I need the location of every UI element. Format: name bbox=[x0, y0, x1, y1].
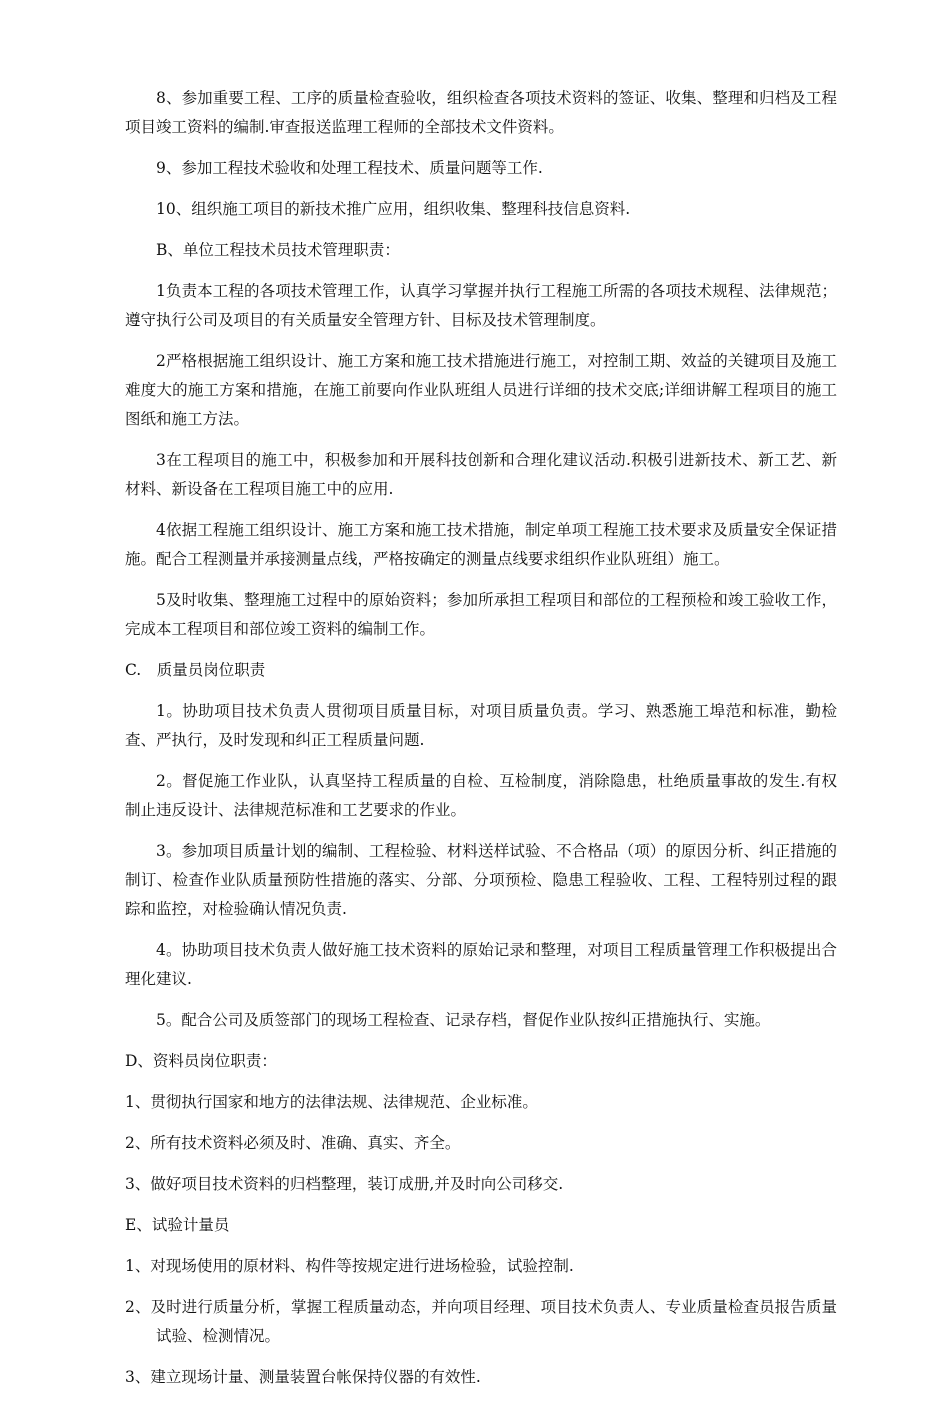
section-heading-b: B、单位工程技术员技术管理职责： bbox=[156, 241, 400, 259]
paragraph: 3、做好项目技术资料的归档整理，装订成册,并及时向公司移交. bbox=[125, 1175, 564, 1193]
paragraph: 1。协助项目技术负责人贯彻项目质量目标，对项目质量负责。学习、熟悉施工埠范和标准，勤检查、严执行，及时发现和纠正工程质量问题. bbox=[125, 702, 837, 749]
section-heading-c: C. 质量员岗位职责 bbox=[125, 661, 266, 679]
paragraph: 5及时收集、整理施工过程中的原始资料；参加所承担工程项目和部位的工程预检和竣工验收工作，完成本工程项目和部位竣工资料的编制工作。 bbox=[125, 591, 837, 638]
paragraph: 4。协助项目技术负责人做好施工技术资料的原始记录和整理，对项目工程质量管理工作积极提出合理化建议. bbox=[125, 941, 837, 988]
paragraph: 3、建立现场计量、测量装置台帐保持仪器的有效性. bbox=[125, 1368, 481, 1386]
paragraph: 1、对现场使用的原材料、构件等按规定进行进场检验，试验控制. bbox=[125, 1257, 574, 1275]
paragraph: 2。督促施工作业队，认真坚持工程质量的自检、互检制度，消除隐患，杜绝质量事故的发生.有权制止违反设计、法律规范标准和工艺要求的作业。 bbox=[125, 772, 837, 819]
paragraph: 9、参加工程技术验收和处理工程技术、质量问题等工作. bbox=[156, 159, 543, 177]
paragraph: 3在工程项目的施工中，积极参加和开展科技创新和合理化建议活动.积极引进新技术、新工艺、新材料、新设备在工程项目施工中的应用. bbox=[125, 451, 837, 498]
document-page bbox=[125, 84, 837, 1404]
paragraph: 1负责本工程的各项技术管理工作，认真学习掌握并执行工程施工所需的各项技术规程、法律规范；遵守执行公司及项目的有关质量安全管理方针、目标及技术管理制度。 bbox=[125, 282, 837, 329]
paragraph: 8、参加重要工程、工序的质量检查验收，组织检查各项技术资料的签证、收集、整理和归档及工程项目竣工资料的编制.审查报送监理工程师的全部技术文件资料。 bbox=[125, 89, 837, 136]
paragraph: 5。配合公司及质签部门的现场工程检查、记录存档，督促作业队按纠正措施执行、实施。 bbox=[156, 1011, 771, 1029]
paragraph: 1、贯彻执行国家和地方的法律法规、法律规范、企业标准。 bbox=[125, 1093, 538, 1111]
section-heading-d: D、资料员岗位职责： bbox=[125, 1052, 277, 1070]
paragraph: 10、组织施工项目的新技术推广应用，组织收集、整理科技信息资料. bbox=[156, 200, 631, 218]
paragraph: 2严格根据施工组织设计、施工方案和施工技术措施进行施工，对控制工期、效益的关键项目及施工难度大的施工方案和措施，在施工前要向作业队班组人员进行详细的技术交底;详细讲解工程项目的施工图纸和施工方法。 bbox=[125, 352, 837, 428]
section-heading-e: E、试验计量员 bbox=[125, 1216, 230, 1234]
paragraph: 2、所有技术资料必须及时、准确、真实、齐全。 bbox=[125, 1134, 461, 1152]
paragraph: 4依据工程施工组织设计、施工方案和施工技术措施，制定单项工程施工技术要求及质量安全保证措施。配合工程测量并承接测量点线，严格按确定的测量点线要求组织作业队班组）施工。 bbox=[125, 521, 837, 568]
paragraph: 3。参加项目质量计划的编制、工程检验、材料送样试验、不合格品（项）的原因分析、纠正措施的制订、检查作业队质量预防性措施的落实、分部、分项预检、隐患工程验收、工程、工程特别过程的跟踪和监控，对检验确认情况负责. bbox=[125, 842, 837, 918]
paragraph: 2、及时进行质量分析，掌握工程质量动态，并向项目经理、项目技术负责人、专业质量检查员报告质量试验、检测情况。 bbox=[125, 1298, 837, 1345]
